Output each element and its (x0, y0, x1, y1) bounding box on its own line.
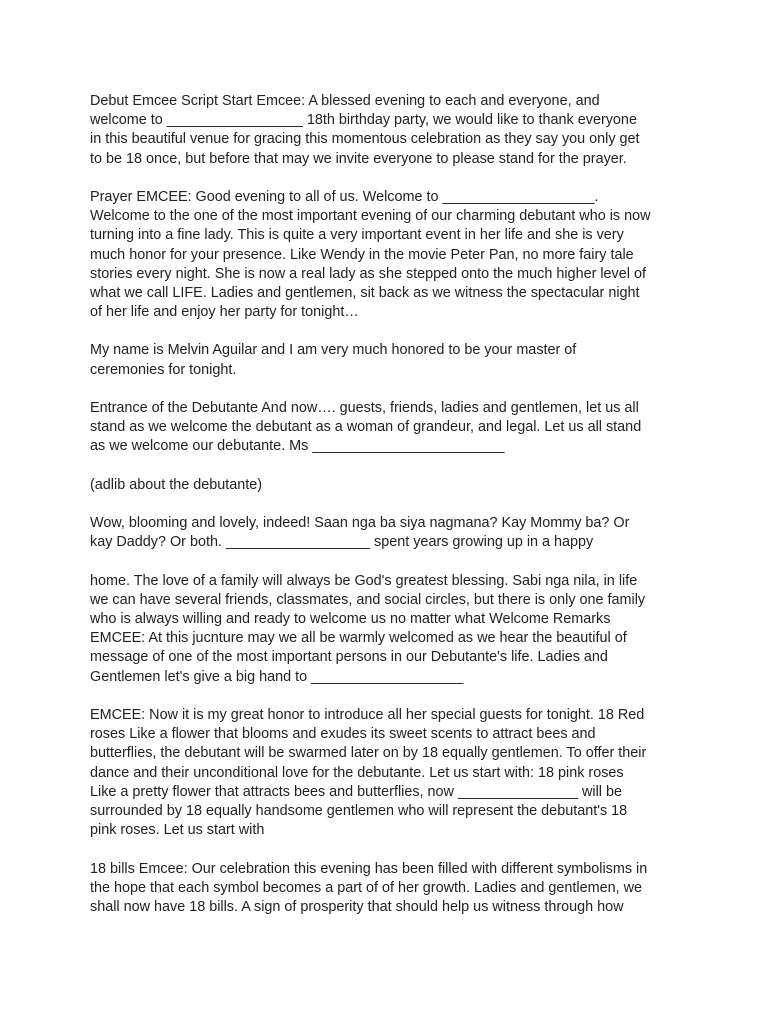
text-line: Debut Emcee Script Start Emcee: A blessed evening to each and everyone, and (90, 93, 600, 109)
text-line: stand as we welcome the debutant as a woman of grandeur, and legal. Let us all stand (90, 419, 642, 436)
paragraph-prayer (90, 188, 690, 322)
text-line: pink roses. Let us start with (90, 822, 265, 839)
text-line: as we welcome our debutante. Ms ________________________ (90, 438, 505, 455)
text-line: much honor for your presence. Like Wendy in the movie Peter Pan, no more fairy tale (90, 246, 634, 263)
text-line: shall now have 18 bills. A sign of prosperity that should help us witness through how (90, 898, 624, 915)
paragraph-entrance (90, 399, 690, 457)
text-line: roses Like a flower that blooms and exudes its sweet scents to attract bees and (90, 726, 596, 743)
text-line: ceremonies for tonight. (90, 361, 237, 378)
text-line: we can have several friends, classmates, and social circles, but there is only one family (90, 591, 646, 608)
text-line: in this beautiful venue for gracing this momentous celebration as they say you only get (90, 131, 640, 148)
paragraph-bills (90, 860, 690, 918)
text-line: the hope that each symbol becomes a part of of her growth. Ladies and gentlemen, we (90, 879, 642, 896)
text-line: who is always willing and ready to welcome us no matter what Welcome Remarks (90, 611, 611, 628)
text-line: (adlib about the debutante) (90, 476, 263, 493)
text-line: Welcome to the one of the most important evening of our charming debutant who is now (90, 208, 651, 225)
paragraph-opening (90, 92, 690, 169)
text-line: EMCEE: At this jucnture may we all be warmly welcomed as we hear the beautiful of (90, 630, 627, 647)
text-line: surrounded by 18 equally handsome gentlemen who will represent the debutant's 18 (90, 802, 628, 819)
text-line: kay Daddy? Or both. __________________ spent years growing up in a happy (90, 534, 594, 551)
paragraph-roses (90, 706, 690, 840)
text-line: Gentlemen let's give a big hand to ___________________ (90, 668, 464, 685)
document-body (90, 92, 690, 936)
text-line: dance and their unconditional love for the debutante. Let us start with: 18 pink roses (90, 764, 624, 781)
text-line: Prayer EMCEE: Good evening to all of us. Welcome to ___________________. (90, 188, 599, 205)
text-line: what we call LIFE. Ladies and gentlemen, sit back as we witness the spectacular night (90, 284, 640, 301)
text-line: turning into a fine lady. This is quite a very important event in her life and she is very (90, 227, 624, 244)
text-line: 18 bills Emcee: Our celebration this evening has been filled with different symbolisms in (90, 860, 648, 877)
paragraph-welcome-remarks (90, 572, 690, 687)
text-line: welcome to _________________ 18th birthday party, we would like to thank everyone (90, 112, 637, 129)
text-line: home. The love of a family will always be God's greatest blessing. Sabi nga nila, in life (90, 572, 638, 589)
text-line: butterflies, the debutant will be swarmed later on by 18 equally gentlemen. To offer their (90, 745, 647, 762)
text-line: Entrance of the Debutante And now…. guests, friends, ladies and gentlemen, let us all (90, 400, 639, 416)
paragraph-emcee-intro (90, 341, 690, 379)
paragraph-adlib (90, 476, 690, 495)
text-line: EMCEE: Now it is my great honor to introduce all her special guests for tonight. 18 Red (90, 707, 645, 723)
text-line: message of one of the most important persons in our Debutante's life. Ladies and (90, 649, 608, 666)
text-line: of her life and enjoy her party for tonight… (90, 304, 359, 321)
text-line: Like a pretty flower that attracts bees and butterflies, now _______________ will be (90, 783, 622, 800)
text-line: My name is Melvin Aguilar and I am very much honored to be your master of (90, 342, 577, 359)
text-line: Wow, blooming and lovely, indeed! Saan nga ba siya nagmana? Kay Mommy ba? Or (90, 515, 630, 532)
paragraph-blooming (90, 514, 690, 552)
text-line: stories every night. She is now a real lady as she stepped onto the much higher level of (90, 265, 646, 282)
text-line: to be 18 once, but before that may we invite everyone to please stand for the prayer. (90, 150, 627, 167)
